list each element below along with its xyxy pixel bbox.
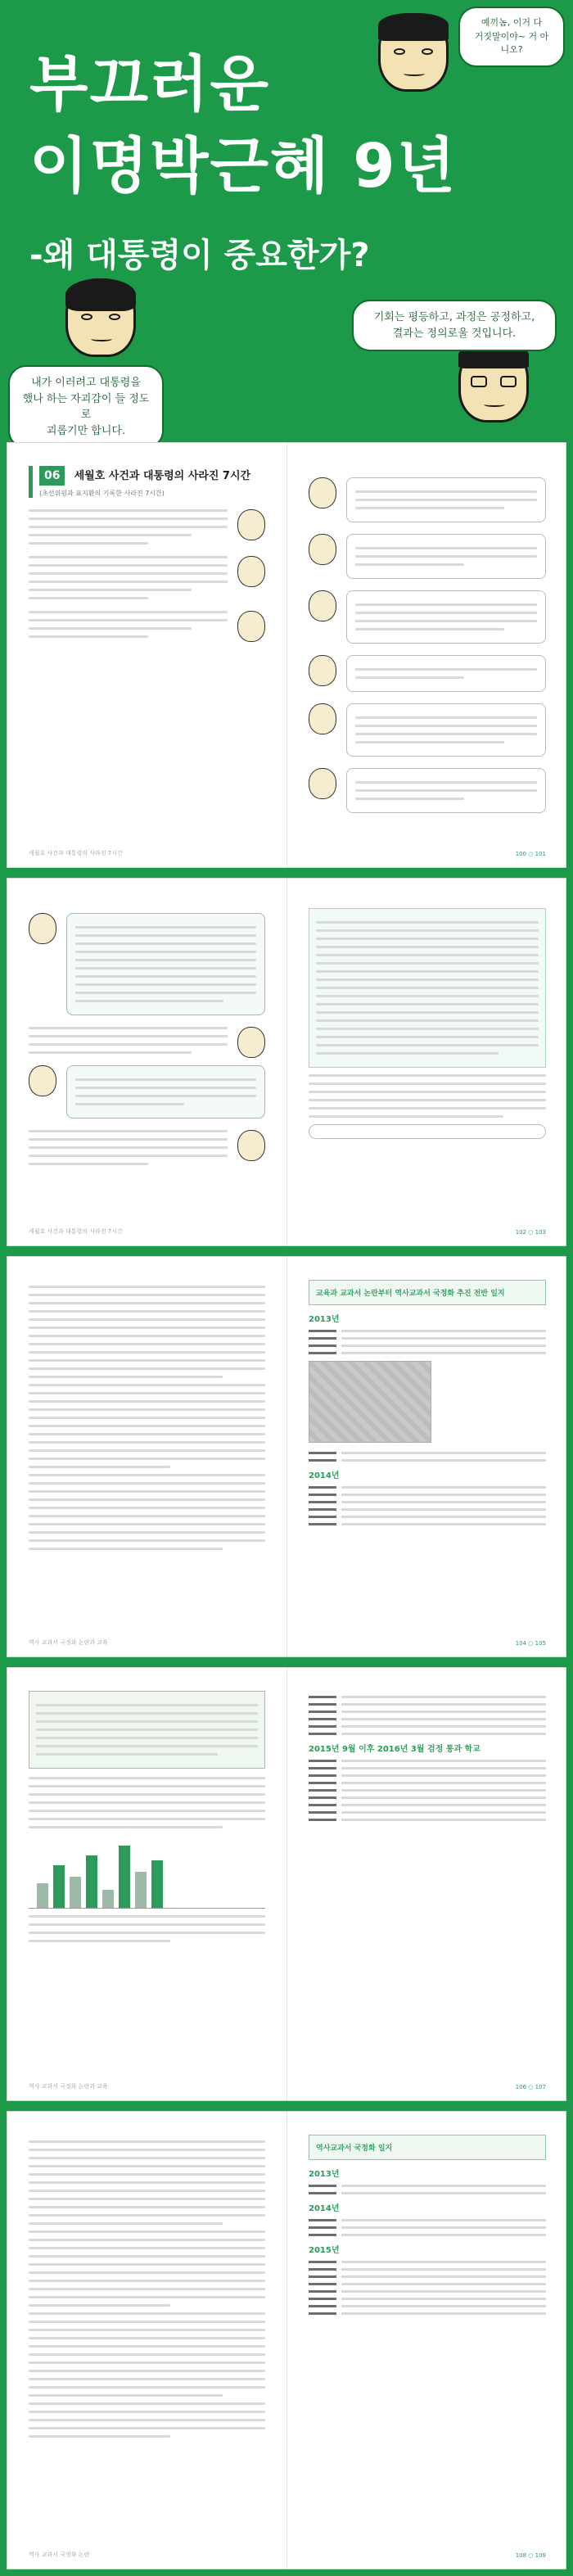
avatar-icon (309, 655, 336, 686)
spread-3 (7, 1256, 566, 1657)
spread-2 (7, 878, 566, 1246)
chat-block (309, 655, 546, 692)
section-number: 06 (39, 466, 65, 486)
spread-1 (7, 442, 566, 868)
timeline-year: 2015년 9월 이후 2016년 3월 검정 통과 학교 (309, 1745, 481, 1754)
chat-block (29, 509, 265, 545)
timeline-title: 역사교과서 국정화 일지 (316, 2144, 393, 2153)
bubble-right: 기회는 평등하고, 과정은 공정하고, 결과는 정의로울 것입니다. (352, 300, 557, 351)
section-header (29, 466, 265, 498)
spread-1-left-page (7, 443, 287, 867)
page-footer-left: 세월호 사건과 대통령의 사라진 7시간 (29, 850, 123, 856)
spread-3-left-page (7, 1257, 287, 1656)
timeline-header (309, 1280, 546, 1305)
page-number: 102 ○ 103 (515, 1229, 546, 1236)
chat-block (29, 556, 265, 599)
page-number: 100 ○ 101 (515, 851, 546, 857)
chat-block (309, 534, 546, 579)
avatar-icon (309, 477, 336, 508)
bubble-left: 내가 이러려고 대통령을 했나 하는 자괴감이 들 정도로 괴롭기만 합니다. (8, 365, 164, 449)
page-footer-left: 역사 교과서 국정화 논란 (29, 2551, 90, 2558)
page-footer-left: 역사 교과서 국정화 논란과 교육 (29, 1639, 108, 1646)
avatar-icon (237, 509, 265, 540)
avatar-icon (237, 1130, 265, 1161)
spread-2-left-page (7, 879, 287, 1245)
spread-2-right-page (287, 879, 567, 1245)
chat-block (309, 590, 546, 644)
spread-5 (7, 2111, 566, 2569)
bar-chart (29, 1835, 265, 1909)
page-footer-left: 역사 교과서 국정화 논란과 교육 (29, 2083, 108, 2090)
timeline-year: 2013년 (309, 1315, 340, 1324)
bubble-top: 예끼놈, 이거 다 거짓말이야~ 거 아니오? (458, 7, 565, 67)
avatar-icon (309, 534, 336, 565)
avatar-icon (237, 611, 265, 642)
chat-block (309, 703, 546, 757)
spread-5-left-page (7, 2112, 287, 2569)
spread-4-left-page (7, 1668, 287, 2100)
title-line-2: 이명박근혜 9년 (29, 131, 458, 201)
page-number: 108 ○ 109 (515, 2552, 546, 2559)
section-subtitle: (초선위원과 표지환의 기록한 사라진 7시간) (39, 490, 165, 497)
caricature-left-icon (65, 278, 136, 357)
timeline-year: 2015년 (309, 2246, 340, 2255)
chat-block (29, 913, 265, 1015)
caricature-right-icon (458, 344, 529, 423)
timeline-title: 교육과 교과서 논란부터 역사교과서 국정화 추진 전반 일지 (316, 1290, 505, 1298)
info-table (29, 1691, 265, 1769)
spread-4-right-page (287, 1668, 567, 2100)
caricature-top-icon (378, 13, 449, 92)
timeline-header (309, 2135, 546, 2160)
chat-block (29, 1065, 265, 1119)
spread-1-right-page (287, 443, 567, 867)
spread-4 (7, 1667, 566, 2101)
quote-box (309, 908, 546, 1068)
chat-block (309, 768, 546, 813)
timeline-year: 2014년 (309, 2204, 340, 2213)
timeline-year: 2013년 (309, 2170, 340, 2179)
page-number: 106 ○ 107 (515, 2084, 546, 2090)
subtitle: -왜 대통령이 중요한가? (29, 237, 370, 274)
chat-block (309, 477, 546, 522)
page-number: 104 ○ 105 (515, 1640, 546, 1647)
chat-block (29, 1027, 265, 1054)
spread-3-right-page (287, 1257, 567, 1656)
avatar-icon (309, 590, 336, 621)
section-title: 세월호 사건과 대통령의 사라진 7시간 (74, 470, 251, 482)
news-photo (309, 1361, 431, 1443)
chat-block (29, 611, 265, 638)
title-line-1: 부끄러운 (29, 49, 270, 120)
cover (0, 0, 573, 442)
avatar-icon (237, 1027, 265, 1058)
timeline-year: 2014년 (309, 1471, 340, 1480)
chat-block (29, 1130, 265, 1165)
avatar-icon (309, 703, 336, 734)
avatar-icon (309, 768, 336, 799)
avatar-icon (237, 556, 265, 587)
spread-5-right-page (287, 2112, 567, 2569)
page-footer-left: 세월호 사건과 대통령의 사라진 7시간 (29, 1228, 123, 1235)
avatar-icon (29, 1065, 56, 1096)
text-pill (309, 1124, 546, 1139)
avatar-icon (29, 913, 56, 944)
